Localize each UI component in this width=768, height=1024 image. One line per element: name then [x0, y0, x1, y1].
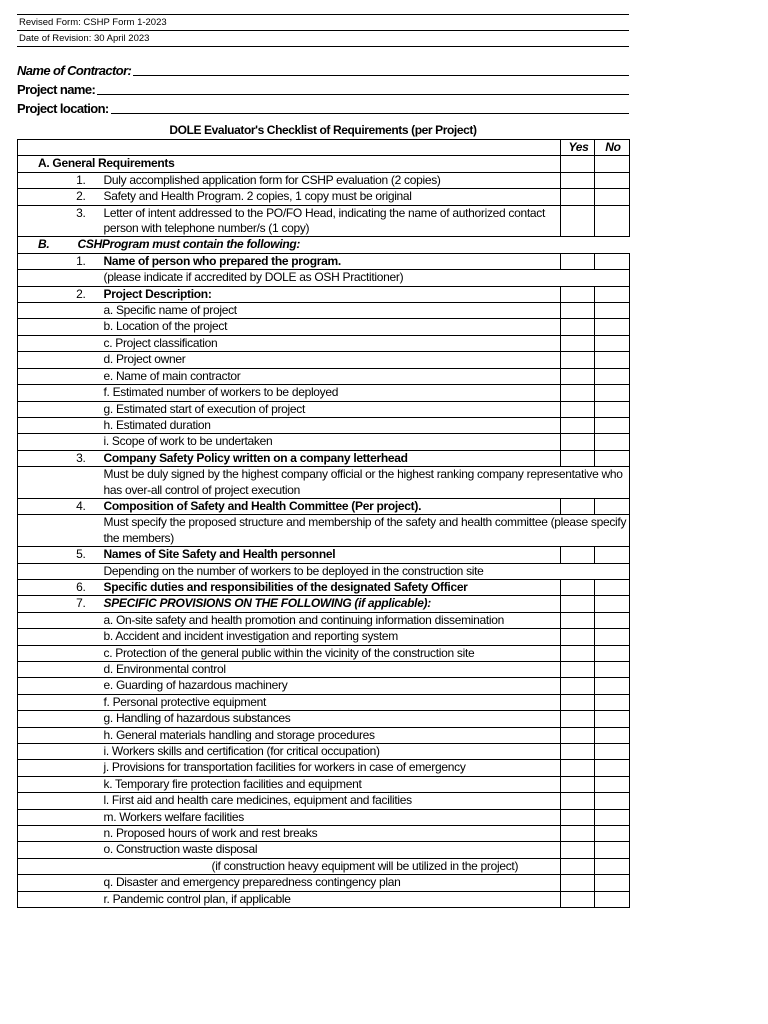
yes-checkbox[interactable]: [561, 662, 595, 678]
item-text: i. Scope of work to be undertaken: [102, 434, 561, 450]
item-number: 1.: [18, 253, 102, 269]
item-text: c. Project classification: [102, 335, 561, 351]
item-number: 1.: [18, 172, 102, 188]
item-number: 7.: [18, 596, 102, 612]
item-text: b. Accident and incident investigation and reporting system: [102, 629, 561, 645]
item-text: a. Specific name of project: [102, 303, 561, 319]
item-number: 6.: [18, 579, 102, 595]
b5-row: [18, 547, 630, 563]
item-text: h. General materials handling and storage procedures: [102, 727, 561, 743]
b2-item-row: [18, 434, 630, 450]
item-text: SPECIFIC PROVISIONS ON THE FOLLOWING (if applicable):: [102, 596, 561, 612]
item-text: Depending on the number of workers to be deployed in the construction site: [102, 563, 630, 579]
yes-checkbox[interactable]: [561, 776, 595, 792]
yes-checkbox[interactable]: [561, 809, 595, 825]
item-text: Name of person who prepared the program.: [102, 253, 561, 269]
b1-note-row: [18, 270, 630, 286]
no-checkbox[interactable]: [595, 352, 630, 368]
no-checkbox[interactable]: [595, 760, 630, 776]
yes-checkbox[interactable]: [561, 579, 595, 595]
item-text: i. Workers skills and certification (for critical occupation): [102, 744, 561, 760]
no-checkbox[interactable]: [595, 891, 630, 907]
b7-item-row: [18, 612, 630, 628]
no-checkbox[interactable]: [595, 450, 630, 466]
yes-checkbox[interactable]: [561, 434, 595, 450]
b7-row: [18, 596, 630, 612]
yes-checkbox[interactable]: [561, 678, 595, 694]
yes-checkbox[interactable]: [561, 319, 595, 335]
b2-item-row: [18, 303, 630, 319]
no-checkbox[interactable]: [595, 253, 630, 269]
no-checkbox[interactable]: [595, 417, 630, 433]
section-b-letter: B.: [18, 237, 102, 253]
no-checkbox[interactable]: [595, 596, 630, 612]
item-text: Letter of intent addressed to the PO/FO Head, indicating the name of authorized contact person with telephone number/s (1 copy): [102, 205, 561, 237]
checklist-table: [17, 139, 630, 908]
item-number: 4.: [18, 498, 102, 514]
b7-item-row: [18, 809, 630, 825]
no-checkbox[interactable]: [595, 547, 630, 563]
no-checkbox[interactable]: [595, 286, 630, 302]
section-a-title: A. General Requirements: [18, 156, 561, 172]
item-number: 2.: [18, 286, 102, 302]
item-text: f. Estimated number of workers to be deployed: [102, 385, 561, 401]
b7-item-row: [18, 629, 630, 645]
project-location-line[interactable]: [111, 113, 629, 114]
no-checkbox[interactable]: [595, 858, 630, 874]
item-text: r. Pandemic control plan, if applicable: [102, 891, 561, 907]
b3-row: [18, 450, 630, 466]
yes-checkbox[interactable]: [561, 547, 595, 563]
yes-checkbox[interactable]: [561, 352, 595, 368]
no-checkbox[interactable]: [595, 694, 630, 710]
no-checkbox[interactable]: [595, 579, 630, 595]
item-text: Names of Site Safety and Health personnel: [102, 547, 561, 563]
yes-checkbox[interactable]: [561, 253, 595, 269]
item-text: Composition of Safety and Health Committee (Per project).: [102, 498, 561, 514]
no-checkbox[interactable]: [595, 205, 630, 237]
yes-checkbox[interactable]: [561, 417, 595, 433]
no-checkbox[interactable]: [595, 335, 630, 351]
item-number: 3.: [18, 205, 102, 237]
no-checkbox[interactable]: [595, 711, 630, 727]
b2-item-row: [18, 417, 630, 433]
item-text: l. First aid and health care medicines, equipment and facilities: [102, 793, 561, 809]
no-checkbox[interactable]: [595, 662, 630, 678]
yes-checkbox[interactable]: [561, 189, 595, 205]
checklist-title: DOLE Evaluator's Checklist of Requirements (per Project): [169, 123, 477, 137]
item-number: 2.: [18, 189, 102, 205]
item-text: k. Temporary fire protection facilities and equipment: [102, 776, 561, 792]
no-checkbox[interactable]: [595, 612, 630, 628]
item-text: b. Location of the project: [102, 319, 561, 335]
b7-item-row: [18, 875, 630, 891]
no-checkbox[interactable]: [595, 826, 630, 842]
no-checkbox[interactable]: [595, 776, 630, 792]
yes-checkbox[interactable]: [561, 596, 595, 612]
yes-checkbox[interactable]: [561, 368, 595, 384]
item-text: j. Provisions for transportation facilities for workers in case of emergency: [102, 760, 561, 776]
yes-checkbox[interactable]: [561, 694, 595, 710]
item-text: d. Project owner: [102, 352, 561, 368]
item-text: h. Estimated duration: [102, 417, 561, 433]
project-location-label: Project location:: [17, 101, 109, 116]
no-checkbox[interactable]: [595, 809, 630, 825]
no-checkbox[interactable]: [595, 744, 630, 760]
no-checkbox[interactable]: [595, 629, 630, 645]
no-checkbox[interactable]: [595, 793, 630, 809]
b2-item-row: [18, 368, 630, 384]
no-checkbox[interactable]: [595, 303, 630, 319]
b6-row: [18, 579, 630, 595]
b7-item-row: [18, 662, 630, 678]
b4-note-row: [18, 515, 630, 547]
item-text: n. Proposed hours of work and rest breaks: [102, 826, 561, 842]
yes-checkbox[interactable]: [561, 645, 595, 661]
b7-p-note-row: [18, 858, 630, 874]
top-rule: [17, 0, 629, 15]
no-checkbox[interactable]: [595, 385, 630, 401]
yes-checkbox[interactable]: [561, 385, 595, 401]
project-name-label: Project name:: [17, 82, 96, 97]
yes-checkbox[interactable]: [561, 401, 595, 417]
item-text: (if construction heavy equipment will be utilized in the project): [102, 858, 561, 874]
yes-checkbox[interactable]: [561, 612, 595, 628]
yes-header: Yes: [561, 140, 595, 156]
no-checkbox[interactable]: [595, 319, 630, 335]
project-location-field[interactable]: [17, 99, 629, 118]
yes-checkbox[interactable]: [561, 842, 595, 858]
section-a-row: [18, 156, 630, 172]
item-text: Company Safety Policy written on a company letterhead: [102, 450, 561, 466]
no-checkbox[interactable]: [595, 645, 630, 661]
b1-row: [18, 253, 630, 269]
project-name-field[interactable]: [17, 80, 629, 99]
yes-checkbox[interactable]: [561, 793, 595, 809]
b7-item-row: [18, 776, 630, 792]
no-checkbox[interactable]: [595, 368, 630, 384]
item-text: e. Name of main contractor: [102, 368, 561, 384]
no-checkbox[interactable]: [595, 401, 630, 417]
no-checkbox[interactable]: [595, 172, 630, 188]
b7-item-row: [18, 826, 630, 842]
yes-checkbox[interactable]: [561, 891, 595, 907]
yes-checkbox[interactable]: [561, 335, 595, 351]
project-name-line[interactable]: [97, 94, 629, 95]
section-b-title: CSHProgram must contain the following:: [76, 237, 604, 253]
item-number: 5.: [18, 547, 102, 563]
no-checkbox[interactable]: [595, 842, 630, 858]
b2-item-row: [18, 385, 630, 401]
item-text: (please indicate if accredited by DOLE as OSH Practitioner): [102, 270, 630, 286]
yes-checkbox[interactable]: [561, 303, 595, 319]
b7-item-row: [18, 711, 630, 727]
b5-note-row: [18, 563, 630, 579]
form-page: [17, 0, 629, 908]
no-checkbox[interactable]: [595, 875, 630, 891]
b4-row: [18, 498, 630, 514]
yes-checkbox[interactable]: [561, 172, 595, 188]
revised-form-label: Revised Form: CSHP Form 1-2023: [17, 15, 629, 31]
b2-item-row: [18, 352, 630, 368]
contractor-label: Name of Contractor:: [17, 63, 132, 78]
section-b-row: [18, 237, 630, 253]
header-row: [18, 140, 630, 156]
yes-checkbox[interactable]: [561, 760, 595, 776]
yes-checkbox[interactable]: [561, 629, 595, 645]
item-text: Safety and Health Program. 2 copies, 1 copy must be original: [102, 189, 561, 205]
b7-item-row: [18, 645, 630, 661]
b2-row: [18, 286, 630, 302]
no-checkbox[interactable]: [595, 498, 630, 514]
b7-item-row: [18, 842, 630, 858]
item-text: Specific duties and responsibilities of the designated Safety Officer: [102, 579, 561, 595]
b7-item-row: [18, 760, 630, 776]
yes-checkbox[interactable]: [561, 205, 595, 237]
no-checkbox[interactable]: [595, 727, 630, 743]
contractor-line[interactable]: [133, 75, 629, 76]
item-text: c. Protection of the general public within the vicinity of the construction site: [102, 645, 561, 661]
b3-note-row: [18, 467, 630, 499]
yes-checkbox[interactable]: [561, 711, 595, 727]
b2-item-row: [18, 335, 630, 351]
date-of-revision-label: Date of Revision: 30 April 2023: [17, 31, 629, 47]
b2-item-row: [18, 319, 630, 335]
item-text: a. On-site safety and health promotion and continuing information dissemination: [102, 612, 561, 628]
yes-checkbox[interactable]: [561, 498, 595, 514]
item-text: q. Disaster and emergency preparedness contingency plan: [102, 875, 561, 891]
yes-checkbox[interactable]: [561, 744, 595, 760]
section-a-item-row: [18, 189, 630, 205]
b7-item-row: [18, 744, 630, 760]
yes-checkbox[interactable]: [561, 727, 595, 743]
yes-checkbox[interactable]: [561, 875, 595, 891]
no-header: No: [595, 140, 630, 156]
b7-item-row: [18, 793, 630, 809]
b7-item-row: [18, 694, 630, 710]
item-text: f. Personal protective equipment: [102, 694, 561, 710]
item-number: 3.: [18, 450, 102, 466]
contractor-field[interactable]: [17, 61, 629, 80]
item-text: Must specify the proposed structure and membership of the safety and health committee (please specify the members): [102, 515, 630, 547]
item-text: Duly accomplished application form for CSHP evaluation (2 copies): [102, 172, 561, 188]
item-text: e. Guarding of hazardous machinery: [102, 678, 561, 694]
item-text: g. Handling of hazardous substances: [102, 711, 561, 727]
item-text: Project Description:: [102, 286, 561, 302]
item-text: d. Environmental control: [102, 662, 561, 678]
section-a-item-row: [18, 205, 630, 237]
item-text: m. Workers welfare facilities: [102, 809, 561, 825]
item-text: Must be duly signed by the highest company official or the highest ranking company representative who has over-all control of project execution: [102, 467, 630, 499]
no-checkbox[interactable]: [595, 678, 630, 694]
b2-item-row: [18, 401, 630, 417]
b7-item-row: [18, 678, 630, 694]
yes-checkbox[interactable]: [561, 286, 595, 302]
no-checkbox[interactable]: [595, 189, 630, 205]
item-text: g. Estimated start of execution of project: [102, 401, 561, 417]
item-text: o. Construction waste disposal: [102, 842, 561, 858]
yes-checkbox[interactable]: [561, 450, 595, 466]
yes-checkbox[interactable]: [561, 826, 595, 842]
b7-item-row: [18, 891, 630, 907]
no-checkbox[interactable]: [595, 434, 630, 450]
b7-item-row: [18, 727, 630, 743]
yes-checkbox[interactable]: [561, 858, 595, 874]
section-a-item-row: [18, 172, 630, 188]
